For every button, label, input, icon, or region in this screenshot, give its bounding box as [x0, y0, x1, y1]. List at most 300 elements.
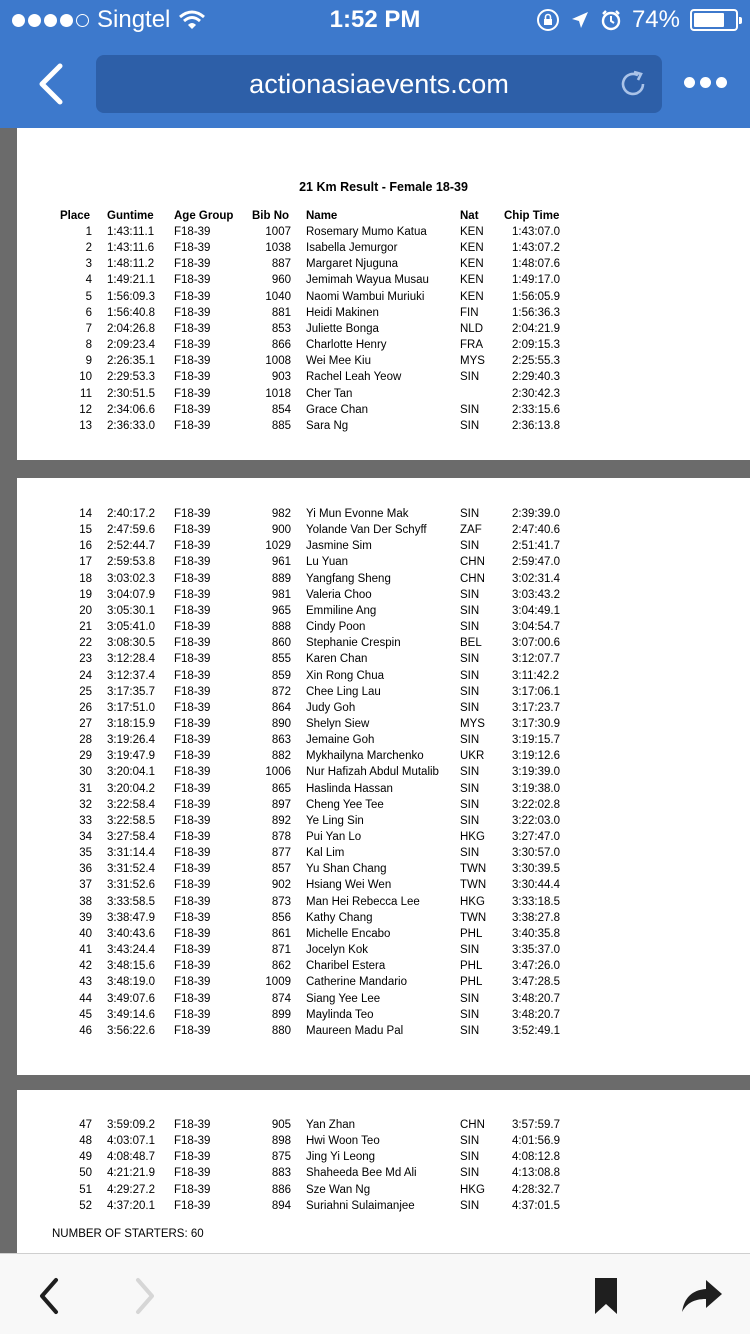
table-row: [17, 960, 750, 976]
cell-guntime: 4:29:27.2: [107, 1183, 155, 1196]
cell-chip-time: 3:30:44.4: [512, 879, 560, 892]
cell-bib-no: 877: [271, 847, 291, 860]
cell-chip-time: 4:08:12.8: [512, 1151, 560, 1164]
cell-guntime: 1:56:09.3: [107, 290, 155, 303]
bookmark-icon[interactable]: [592, 1276, 620, 1316]
cell-nat: SIN: [460, 1151, 480, 1164]
cell-age-group: F18-39: [174, 1199, 211, 1212]
cell-bib-no: 1008: [265, 355, 291, 368]
cell-bib-no: 873: [271, 895, 291, 908]
cell-place: 14: [79, 508, 92, 520]
table-row: [17, 226, 750, 242]
cell-guntime: 3:40:43.6: [107, 927, 155, 940]
back-icon[interactable]: [34, 1276, 64, 1316]
cell-chip-time: 1:43:07.0: [512, 226, 560, 238]
table-row: [17, 718, 750, 734]
table-row: [17, 944, 750, 960]
cell-age-group: F18-39: [174, 847, 211, 860]
table-row: [17, 831, 750, 847]
cell-bib-no: 887: [271, 258, 291, 271]
cell-bib-no: 892: [271, 814, 291, 827]
cell-chip-time: 3:38:27.8: [512, 911, 560, 924]
cell-guntime: 3:17:51.0: [107, 701, 155, 714]
cell-name: Judy Goh: [306, 701, 356, 714]
cell-guntime: 3:20:04.1: [107, 766, 155, 779]
cell-chip-time: 1:56:36.3: [512, 306, 560, 319]
cell-nat: SIN: [460, 814, 480, 827]
cell-name: Maureen Madu Pal: [306, 1024, 404, 1037]
cell-nat: SIN: [460, 1008, 480, 1021]
cell-nat: SIN: [460, 371, 480, 384]
cell-guntime: 1:43:11.6: [107, 242, 155, 255]
cell-bib-no: 863: [271, 734, 291, 747]
cell-age-group: F18-39: [174, 1183, 211, 1196]
cell-bib-no: 1009: [265, 976, 291, 989]
cell-name: Sara Ng: [306, 419, 349, 432]
cell-name: Charlotte Henry: [306, 339, 387, 351]
cell-name: Kathy Chang: [306, 911, 373, 924]
cell-place: 15: [79, 524, 92, 537]
table-row: [17, 686, 750, 702]
cell-bib-no: 898: [271, 1135, 291, 1148]
cell-guntime: 2:09:23.4: [107, 339, 155, 351]
cell-guntime: 3:12:37.4: [107, 669, 155, 682]
cell-age-group: F18-39: [174, 242, 211, 255]
cell-guntime: 3:49:07.6: [107, 992, 155, 1005]
cell-nat: SIN: [460, 621, 480, 633]
cell-place: 41: [79, 944, 92, 956]
cell-guntime: 3:59:09.2: [107, 1119, 155, 1131]
cell-name: Grace Chan: [306, 403, 369, 416]
cell-bib-no: 855: [271, 653, 291, 666]
cell-chip-time: 2:47:40.6: [512, 524, 560, 537]
table-row: [17, 928, 750, 944]
table-row: [17, 734, 750, 750]
table-row: [17, 879, 750, 895]
cell-place: 45: [79, 1008, 92, 1021]
cell-name: Jing Yi Leong: [306, 1151, 376, 1164]
cell-age-group: F18-39: [174, 653, 211, 666]
cell-nat: SIN: [460, 944, 480, 956]
table-row: [17, 307, 750, 323]
cell-guntime: 2:30:51.5: [107, 387, 155, 400]
cell-guntime: 3:27:58.4: [107, 831, 155, 843]
share-icon[interactable]: [680, 1276, 724, 1316]
cell-bib-no: 856: [271, 911, 291, 924]
cell-age-group: F18-39: [174, 387, 211, 400]
cell-guntime: 3:17:35.7: [107, 685, 155, 698]
cell-place: 44: [79, 992, 92, 1005]
cell-chip-time: 3:19:15.7: [512, 734, 560, 747]
cell-nat: HKG: [460, 1183, 485, 1196]
cell-age-group: F18-39: [174, 322, 211, 335]
cell-age-group: F18-39: [174, 524, 211, 537]
result-page-2: [17, 478, 750, 1075]
table-row: [17, 863, 750, 879]
cell-name: Suriahni Sulaimanjee: [306, 1199, 415, 1212]
battery-percent: 74%: [631, 6, 680, 33]
cell-bib-no: 903: [271, 371, 291, 384]
cell-name: Kal Lim: [306, 847, 345, 860]
table-row: [17, 1151, 750, 1167]
cell-chip-time: 3:19:38.0: [512, 782, 560, 795]
cell-name: Charibel Estera: [306, 960, 386, 973]
cell-age-group: F18-39: [174, 831, 211, 843]
cell-age-group: F18-39: [174, 685, 211, 698]
cell-chip-time: 2:29:40.3: [512, 371, 560, 384]
cell-age-group: F18-39: [174, 734, 211, 747]
cell-place: 40: [79, 927, 92, 940]
cell-age-group: F18-39: [174, 274, 211, 287]
cell-bib-no: 889: [271, 572, 291, 585]
cell-chip-time: 3:17:06.1: [512, 685, 560, 698]
cell-chip-time: 3:35:37.0: [512, 944, 560, 956]
cell-nat: CHN: [460, 572, 485, 585]
table-row: [17, 702, 750, 718]
cell-guntime: 3:38:47.9: [107, 911, 155, 924]
cell-place: 51: [79, 1183, 92, 1196]
battery-icon: [690, 9, 738, 31]
cell-name: Cheng Yee Tee: [306, 798, 384, 811]
table-row: [17, 355, 750, 371]
cell-chip-time: 2:59:47.0: [512, 556, 560, 569]
cell-chip-time: 3:47:28.5: [512, 976, 560, 989]
cell-nat: SIN: [460, 1135, 480, 1148]
cell-place: 49: [79, 1151, 92, 1164]
cell-chip-time: 3:47:26.0: [512, 960, 560, 973]
cell-nat: SIN: [460, 782, 480, 795]
cell-place: 47: [79, 1119, 92, 1131]
table-row: [17, 1009, 750, 1025]
cell-bib-no: 1018: [265, 387, 291, 400]
cell-nat: TWN: [460, 863, 487, 876]
table-row: [17, 1200, 750, 1216]
cell-name: Xin Rong Chua: [306, 669, 384, 682]
cell-chip-time: 3:12:07.7: [512, 653, 560, 666]
cell-chip-time: 2:36:13.8: [512, 419, 560, 432]
cell-place: 13: [79, 419, 92, 432]
cell-chip-time: 3:30:39.5: [512, 863, 560, 876]
cell-bib-no: 862: [271, 960, 291, 973]
cell-place: 5: [85, 290, 92, 303]
more-options-icon[interactable]: [684, 77, 727, 88]
cell-name: Yangfang Sheng: [306, 572, 391, 585]
table-row: [17, 750, 750, 766]
cell-name: Chee Ling Lau: [306, 685, 381, 698]
cell-bib-no: 875: [271, 1151, 291, 1164]
cell-bib-no: 865: [271, 782, 291, 795]
cell-age-group: F18-39: [174, 508, 211, 520]
cell-place: 43: [79, 976, 92, 989]
carrier-label: Singtel: [97, 6, 171, 33]
cell-age-group: F18-39: [174, 911, 211, 924]
cell-age-group: F18-39: [174, 1119, 211, 1131]
cell-guntime: 2:59:53.8: [107, 556, 155, 569]
cell-guntime: 2:36:33.0: [107, 419, 155, 432]
cell-bib-no: 960: [271, 274, 291, 287]
cell-name: Sze Wan Ng: [306, 1183, 371, 1196]
cell-name: Jasmine Sim: [306, 540, 372, 553]
cell-guntime: 3:05:41.0: [107, 621, 155, 633]
url-bar[interactable]: [96, 55, 662, 113]
cell-chip-time: 4:13:08.8: [512, 1167, 560, 1180]
cell-place: 3: [85, 258, 92, 271]
header-place: Place: [60, 210, 91, 222]
cell-chip-time: 3:52:49.1: [512, 1024, 560, 1037]
cell-chip-time: 1:49:17.0: [512, 274, 560, 287]
rotation-lock-icon: [536, 8, 560, 32]
cell-chip-time: 3:03:43.2: [512, 588, 560, 601]
cell-age-group: F18-39: [174, 717, 211, 730]
cell-chip-time: 3:48:20.7: [512, 1008, 560, 1021]
cell-age-group: F18-39: [174, 306, 211, 319]
cell-place: 29: [79, 750, 92, 763]
cell-bib-no: 894: [271, 1199, 291, 1212]
cell-nat: SIN: [460, 798, 480, 811]
cell-nat: TWN: [460, 911, 487, 924]
cell-name: Maylinda Teo: [306, 1008, 374, 1021]
cell-chip-time: 2:04:21.9: [512, 322, 560, 335]
cell-guntime: 2:26:35.1: [107, 355, 155, 368]
cell-bib-no: 872: [271, 685, 291, 698]
table-row: [17, 404, 750, 420]
cell-name: Michelle Encabo: [306, 927, 391, 940]
table-row: [17, 323, 750, 339]
cell-bib-no: 857: [271, 863, 291, 876]
cell-chip-time: 2:25:55.3: [512, 355, 560, 368]
cell-bib-no: 864: [271, 701, 291, 714]
cell-place: 1: [85, 226, 92, 238]
cell-nat: SIN: [460, 847, 480, 860]
cell-age-group: F18-39: [174, 814, 211, 827]
cell-name: Rachel Leah Yeow: [306, 371, 402, 384]
cell-chip-time: 3:57:59.7: [512, 1119, 560, 1131]
cell-age-group: F18-39: [174, 944, 211, 956]
cell-age-group: F18-39: [174, 637, 211, 650]
cell-nat: KEN: [460, 290, 484, 303]
cell-bib-no: 859: [271, 669, 291, 682]
browser-back-icon[interactable]: [32, 62, 72, 106]
table-row: [17, 274, 750, 290]
cell-place: 30: [79, 766, 92, 779]
cell-chip-time: 1:48:07.6: [512, 258, 560, 271]
cell-name: Cindy Poon: [306, 621, 366, 633]
cell-age-group: F18-39: [174, 419, 211, 432]
cell-age-group: F18-39: [174, 226, 211, 238]
cell-guntime: 1:43:11.1: [107, 226, 155, 238]
cell-chip-time: 3:22:03.0: [512, 814, 560, 827]
cell-place: 39: [79, 911, 92, 924]
cell-chip-time: 3:48:20.7: [512, 992, 560, 1005]
cell-bib-no: 886: [271, 1183, 291, 1196]
cell-age-group: F18-39: [174, 556, 211, 569]
table-row: [17, 371, 750, 387]
cell-name: Shaheeda Bee Md Ali: [306, 1167, 417, 1180]
cell-place: 19: [79, 588, 92, 601]
cell-place: 42: [79, 960, 92, 973]
cell-guntime: 1:56:40.8: [107, 306, 155, 319]
table-row: [17, 242, 750, 258]
cell-place: 8: [85, 339, 92, 351]
cell-bib-no: 1006: [265, 766, 291, 779]
cell-bib-no: 871: [271, 944, 291, 956]
cell-name: Ye Ling Sin: [306, 814, 364, 827]
table-row: [17, 637, 750, 653]
cell-age-group: F18-39: [174, 403, 211, 416]
cell-place: 17: [79, 556, 92, 569]
cell-chip-time: 4:01:56.9: [512, 1135, 560, 1148]
page-content[interactable]: [0, 128, 750, 1253]
cell-nat: NLD: [460, 322, 484, 335]
cell-place: 6: [85, 306, 92, 319]
cell-age-group: F18-39: [174, 927, 211, 940]
cell-nat: SIN: [460, 766, 480, 779]
cell-age-group: F18-39: [174, 895, 211, 908]
cell-age-group: F18-39: [174, 1167, 211, 1180]
cell-nat: PHL: [460, 976, 483, 989]
cell-age-group: F18-39: [174, 782, 211, 795]
cell-bib-no: 890: [271, 717, 291, 730]
cell-age-group: F18-39: [174, 992, 211, 1005]
cell-age-group: F18-39: [174, 798, 211, 811]
table-row: [17, 993, 750, 1009]
clock: 1:52 PM: [329, 6, 421, 33]
cell-age-group: F18-39: [174, 701, 211, 714]
cell-nat: SIN: [460, 669, 480, 682]
cell-nat: SIN: [460, 588, 480, 601]
cell-guntime: 3:19:26.4: [107, 734, 155, 747]
cell-chip-time: 1:56:05.9: [512, 290, 560, 303]
cell-place: 50: [79, 1167, 92, 1180]
cell-place: 24: [79, 669, 92, 682]
cell-guntime: 2:04:26.8: [107, 322, 155, 335]
cell-chip-time: 3:04:49.1: [512, 604, 560, 617]
table-row: [17, 1025, 750, 1041]
cell-name: Juliette Bonga: [306, 322, 379, 335]
cell-chip-time: 4:28:32.7: [512, 1183, 560, 1196]
cell-name: Lu Yuan: [306, 556, 349, 569]
cell-guntime: 4:37:20.1: [107, 1199, 155, 1212]
cell-bib-no: 900: [271, 524, 291, 537]
cell-name: Jemaine Goh: [306, 734, 375, 747]
cell-guntime: 3:43:24.4: [107, 944, 155, 956]
alarm-icon: [600, 9, 622, 31]
cell-bib-no: 899: [271, 1008, 291, 1021]
cell-age-group: F18-39: [174, 371, 211, 384]
cell-nat: MYS: [460, 717, 485, 730]
cell-guntime: 2:40:17.2: [107, 508, 155, 520]
table-row: [17, 605, 750, 621]
cell-chip-time: 3:11:42.2: [512, 669, 560, 682]
cell-chip-time: 3:02:31.4: [512, 572, 560, 585]
cell-place: 25: [79, 685, 92, 698]
status-right: [536, 6, 738, 34]
table-row: [17, 653, 750, 669]
cell-chip-time: 2:09:15.3: [512, 339, 560, 351]
cell-bib-no: 874: [271, 992, 291, 1005]
cell-name: Valeria Choo: [306, 588, 372, 601]
table-row: [17, 524, 750, 540]
table-row: [17, 976, 750, 992]
cell-place: 7: [85, 322, 92, 335]
bottom-toolbar: [0, 1253, 750, 1334]
cell-chip-time: 3:27:47.0: [512, 831, 560, 843]
cell-chip-time: 3:22:02.8: [512, 798, 560, 811]
cell-place: 31: [79, 782, 92, 795]
cell-guntime: 3:18:15.9: [107, 717, 155, 730]
cell-place: 11: [80, 387, 92, 400]
cell-place: 32: [79, 798, 92, 811]
cell-guntime: 4:21:21.9: [107, 1167, 155, 1180]
cell-name: Isabella Jemurgor: [306, 242, 398, 255]
cell-nat: SIN: [460, 992, 480, 1005]
result-page-1: [17, 128, 750, 460]
cell-chip-time: 3:40:35.8: [512, 927, 560, 940]
cell-chip-time: 3:19:12.6: [512, 750, 560, 763]
cell-place: 26: [79, 701, 92, 714]
cell-nat: FRA: [460, 339, 483, 351]
cell-nat: SIN: [460, 701, 480, 714]
table-row: [17, 508, 750, 524]
cell-place: 27: [79, 717, 92, 730]
cell-nat: HKG: [460, 895, 485, 908]
cell-bib-no: 885: [271, 419, 291, 432]
cell-nat: CHN: [460, 1119, 485, 1131]
forward-icon[interactable]: [130, 1276, 160, 1316]
cell-nat: PHL: [460, 960, 483, 973]
cell-name: Heidi Makinen: [306, 306, 379, 319]
cell-guntime: 3:56:22.6: [107, 1024, 155, 1037]
cell-nat: PHL: [460, 927, 483, 940]
table-row: [17, 815, 750, 831]
cell-age-group: F18-39: [174, 960, 211, 973]
cell-bib-no: 981: [271, 588, 291, 601]
cell-guntime: 4:08:48.7: [107, 1151, 155, 1164]
cell-place: 18: [79, 572, 92, 585]
cell-bib-no: 860: [271, 637, 291, 650]
cell-guntime: 2:47:59.6: [107, 524, 155, 537]
header-name: Name: [306, 210, 338, 222]
table-row: [17, 291, 750, 307]
cell-age-group: F18-39: [174, 750, 211, 763]
cell-chip-time: 2:33:15.6: [512, 403, 560, 416]
cell-name: Naomi Wambui Muriuki: [306, 290, 425, 303]
reload-icon[interactable]: [616, 67, 650, 101]
cell-guntime: 4:03:07.1: [107, 1135, 155, 1148]
cell-chip-time: 3:04:54.7: [512, 621, 560, 633]
cell-name: Haslinda Hassan: [306, 782, 393, 795]
cell-guntime: 3:31:52.4: [107, 863, 155, 876]
cell-guntime: 1:49:21.1: [107, 274, 155, 287]
cell-bib-no: 878: [271, 831, 291, 843]
cell-chip-time: 2:30:42.3: [512, 387, 560, 400]
table-row: [17, 589, 750, 605]
cell-name: Cher Tan: [306, 387, 353, 400]
table-row: [17, 847, 750, 863]
cell-bib-no: 905: [271, 1119, 291, 1131]
cell-place: 23: [79, 653, 92, 666]
cell-age-group: F18-39: [174, 976, 211, 989]
cell-place: 36: [79, 863, 92, 876]
cell-guntime: 3:03:02.3: [107, 572, 155, 585]
cell-bib-no: 881: [271, 306, 291, 319]
cell-guntime: 3:33:58.5: [107, 895, 155, 908]
table-row: [17, 783, 750, 799]
cell-name: Yu Shan Chang: [306, 863, 387, 876]
cell-place: 52: [79, 1199, 92, 1212]
cell-guntime: 3:20:04.2: [107, 782, 155, 795]
table-row: [17, 1167, 750, 1183]
